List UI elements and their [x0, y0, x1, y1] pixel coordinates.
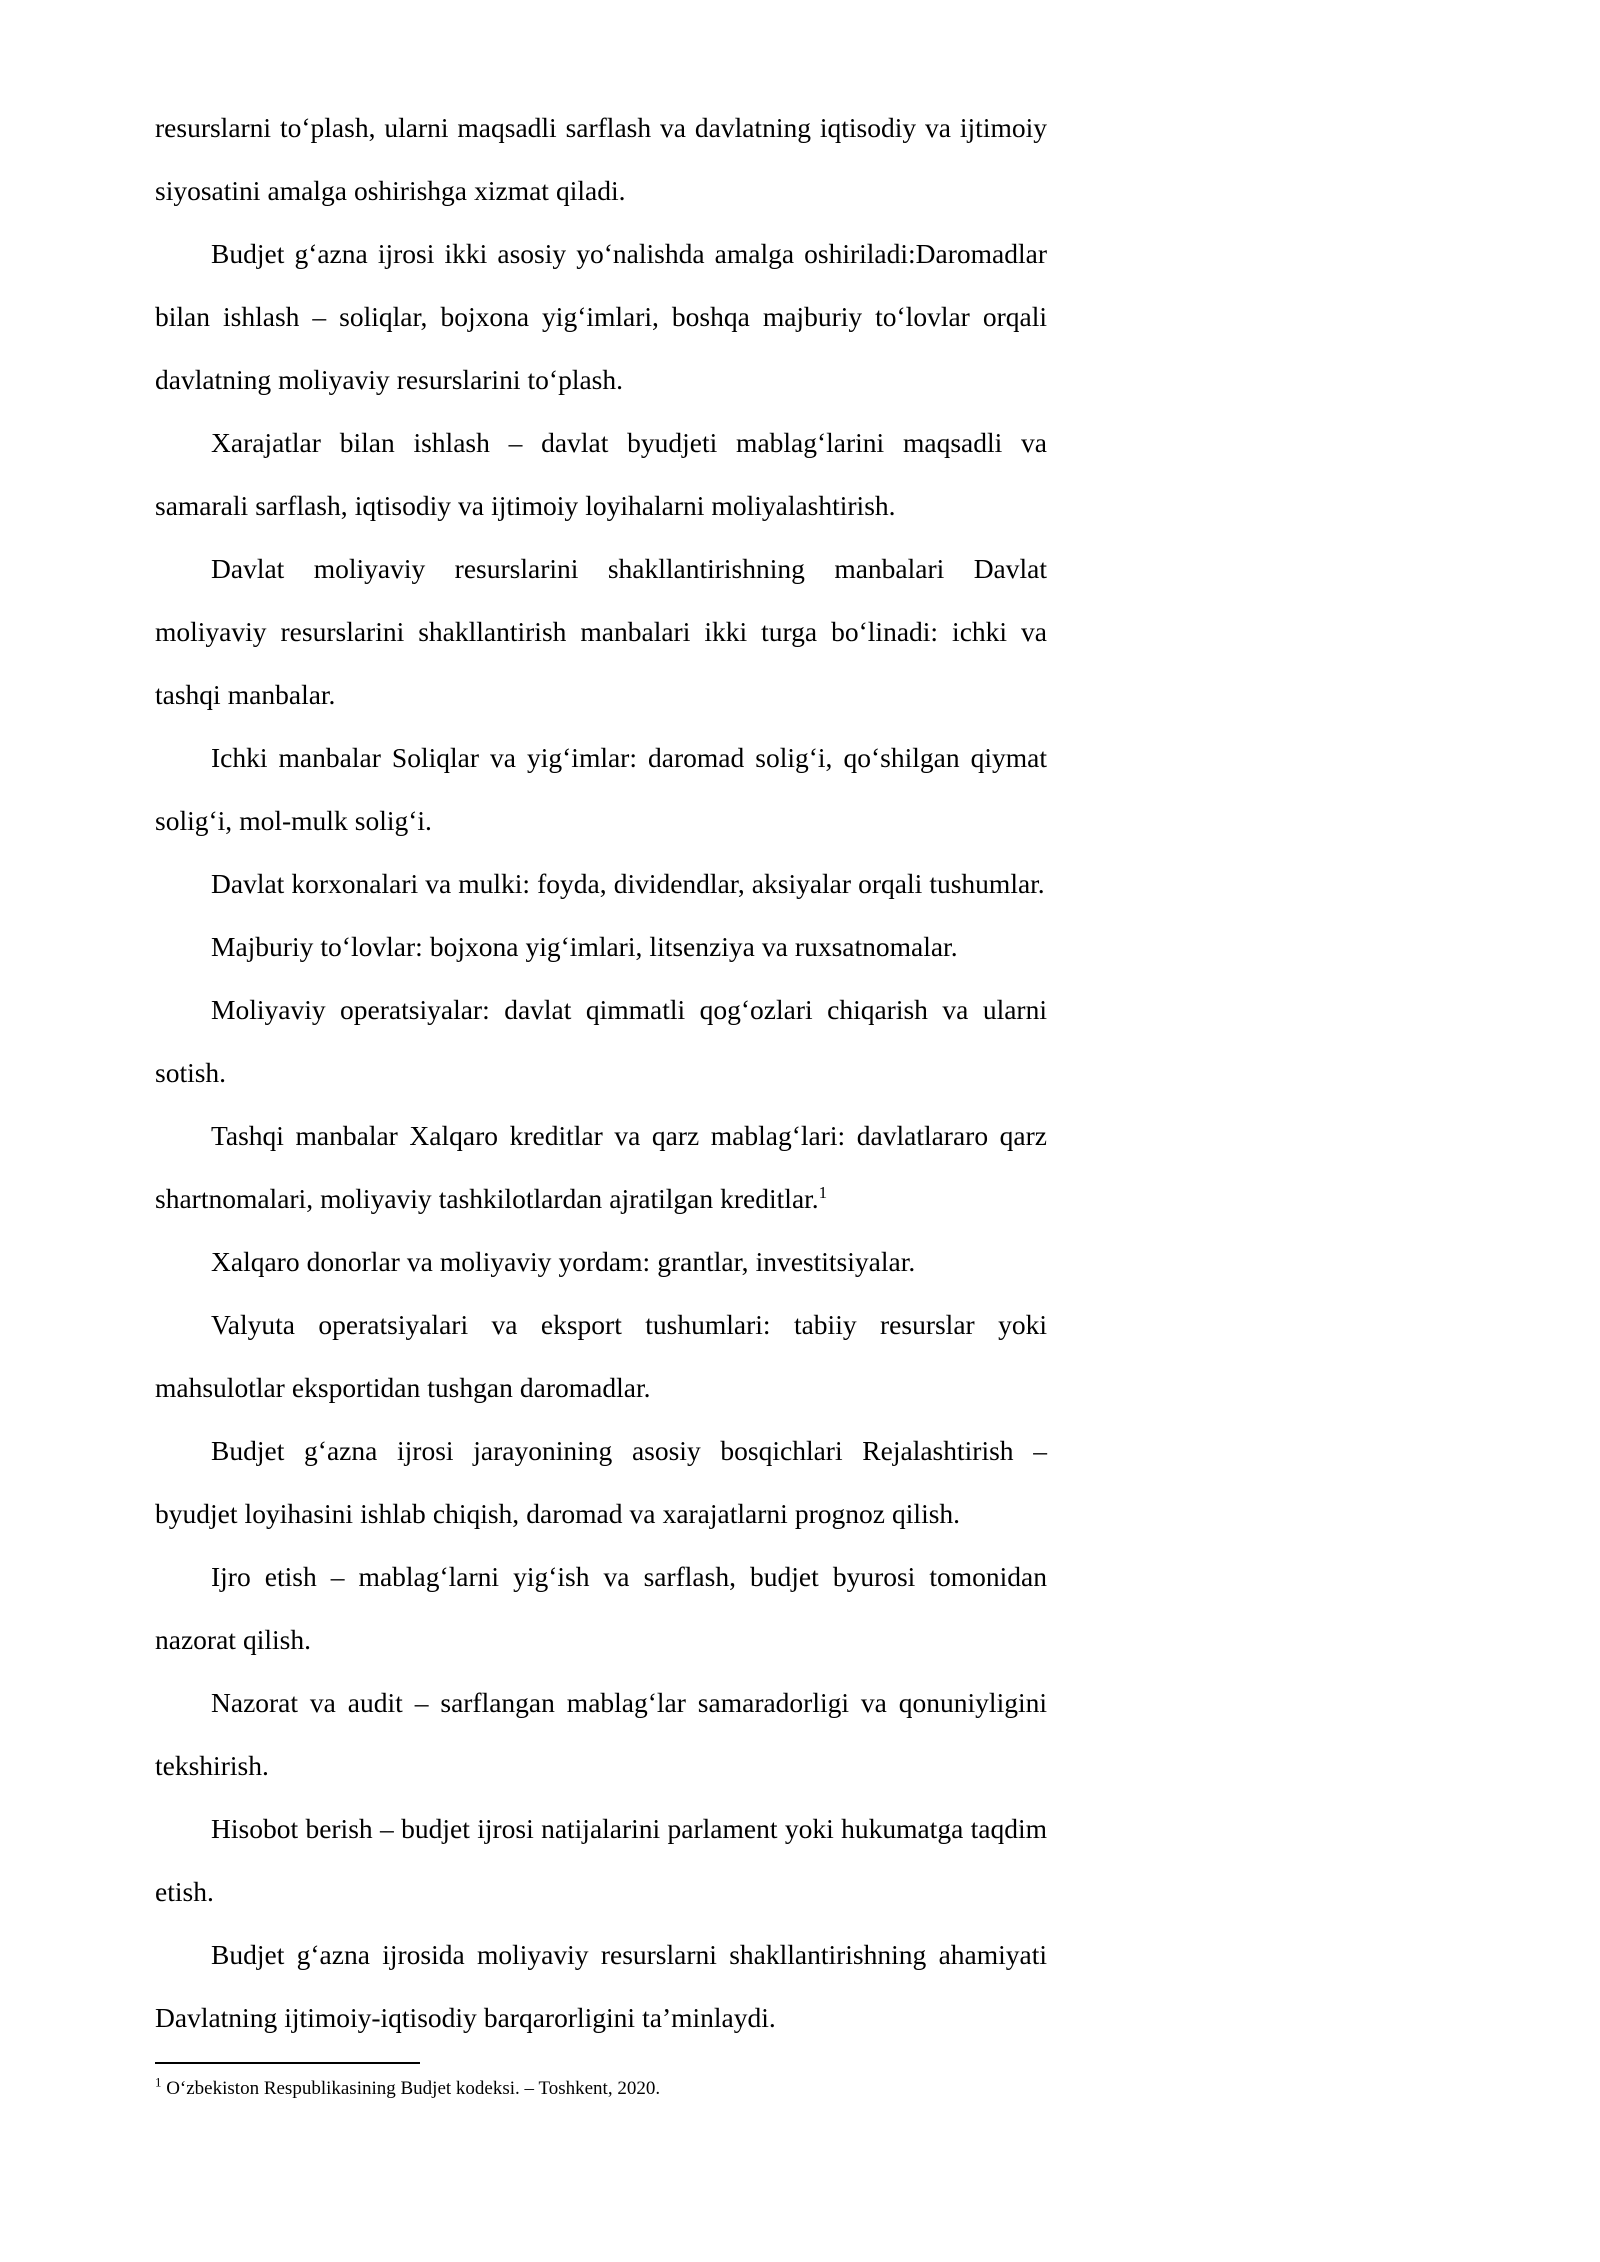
page-body-text [155, 96, 1047, 2049]
paragraph-text: Tashqi manbalar Xalqaro kreditlar va qarz mablag‘lari: davlatlararo qarz shartnomalari, moliyaviy tashkilotlardan ajratilgan kreditlar. [155, 1120, 1047, 1214]
paragraph-with-footnote [155, 1104, 1047, 1230]
footnote-entry-text: O‘zbekiston Respublikasining Budjet kodeksi. – Toshkent, 2020. [166, 2078, 661, 2099]
paragraph: Ijro etish – mablag‘larni yig‘ish va sarflash, budjet byurosi tomonidan nazorat qilish. [155, 1561, 1047, 1655]
paragraph: Davlat moliyaviy resurslarini shakllantirishning manbalari Davlat moliyaviy resurslarini shakllantirish manbalari ikki turga bo‘linadi: ichki va tashqi manbalar. [155, 553, 1047, 710]
paragraph: Davlat korxonalari va mulki: foyda, dividendlar, aksiyalar orqali tushumlar. [211, 868, 1045, 899]
footnote-area [155, 2062, 1047, 2102]
paragraph: Ichki manbalar Soliqlar va yig‘imlar: daromad solig‘i, qo‘shilgan qiymat solig‘i, mol-mulk solig‘i. [155, 742, 1047, 836]
paragraph: Valyuta operatsiyalari va eksport tushumlari: tabiiy resurslar yoki mahsulotlar eksportidan tushgan daromadlar. [155, 1309, 1047, 1403]
paragraph: Nazorat va audit – sarflangan mablag‘lar samaradorligi va qonuniyligini tekshirish. [155, 1687, 1047, 1781]
paragraph: Budjet g‘azna ijrosida moliyaviy resurslarni shakllantirishning ahamiyati Davlatning ijtimoiy-iqtisodiy barqarorligini ta’minlaydi. [155, 1939, 1047, 2033]
footnote-reference-marker[interactable]: 1 [818, 1182, 828, 1202]
footnote-number: 1 [155, 2074, 162, 2090]
footnote-entry [155, 2076, 1047, 2102]
paragraph: Majburiy to‘lovlar: bojxona yig‘imlari, litsenziya va ruxsatnomalar. [211, 931, 958, 962]
paragraph: Budjet g‘azna ijrosi ikki asosiy yo‘nalishda amalga oshiriladi:Daromadlar bilan ishlash – soliqlar, bojxona yig‘imlari, boshqa majburiy to‘lovlar orqali davlatning moliyaviy resurslarini to‘plash. [155, 238, 1047, 395]
paragraph: Xalqaro donorlar va moliyaviy yordam: grantlar, investitsiyalar. [211, 1246, 916, 1277]
paragraph: Budjet g‘azna ijrosi jarayonining asosiy bosqichlari Rejalashtirish – byudjet loyihasini ishlab chiqish, daromad va xarajatlarni prognoz qilish. [155, 1435, 1047, 1529]
footnote-separator-rule [155, 2062, 420, 2064]
paragraph: Hisobot berish – budjet ijrosi natijalarini parlament yoki hukumatga taqdim etish. [155, 1813, 1047, 1907]
paragraph: resurslarni to‘plash, ularni maqsadli sarflash va davlatning iqtisodiy va ijtimoiy siyosatini amalga oshirishga xizmat qiladi. [155, 112, 1047, 206]
paragraph: Moliyaviy operatsiyalar: davlat qimmatli qog‘ozlari chiqarish va ularni sotish. [155, 994, 1047, 1088]
paragraph: Xarajatlar bilan ishlash – davlat byudjeti mablag‘larini maqsadli va samarali sarflash, iqtisodiy va ijtimoiy loyihalarni moliyalashtirish. [155, 427, 1047, 521]
